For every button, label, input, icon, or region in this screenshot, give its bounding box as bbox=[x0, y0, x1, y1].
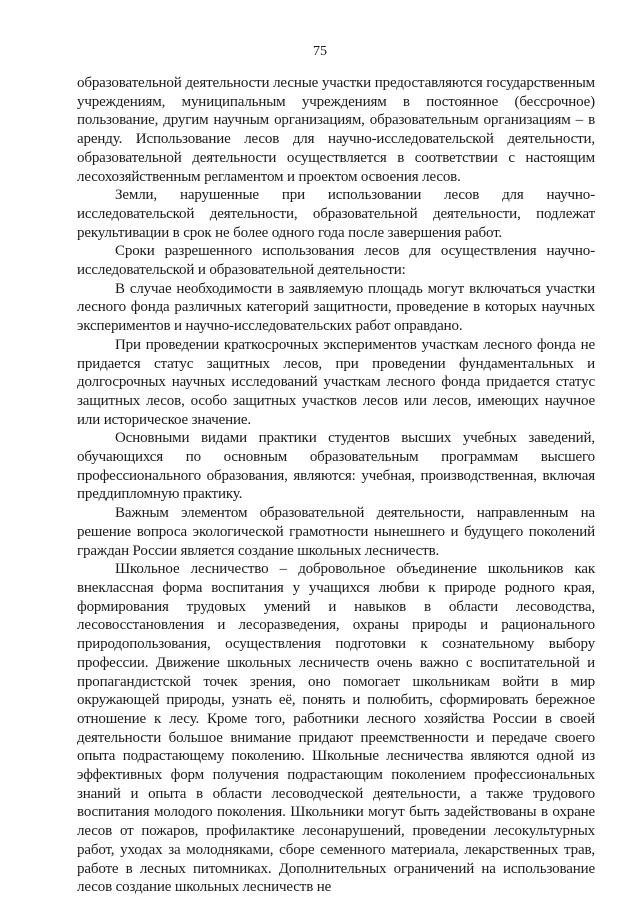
paragraph-school-forestry-intro: Важным элементом образовательной деятельности, направленным на решение вопроса экологической грамотности нынешнего и будущего поколений граждан России является создание школьных лесничеств. bbox=[77, 505, 595, 559]
paragraph-protection-categories: В случае необходимости в заявляемую площадь могут включаться участки лесного фонда различных категорий защитности, проведение в которых научных экспериментов и научно-исследовательских работ оправдано. bbox=[77, 280, 595, 335]
page-number: 75 bbox=[313, 44, 327, 59]
paragraph-short-term-experiments: При проведении краткосрочных экспериментов участкам лесного фонда не придается статус защитных лесов, при проведении фундаментальных и долгосрочных научных исследований участкам лесного фонда придается статус защитных лесов, особо защитных участков лесов или лесов, имеющих научное или историческое значение. bbox=[77, 336, 595, 428]
paragraph-continuation: образовательной деятельности лесные участки предоставляются государственным учреждениям, муниципальным учреждениям в постоянное (бессрочное) пользование, другим научным организациям, образовательным организациям – в аренду. Использование лесов для научно-исследовательской деятельности, образовательной деятельности осуществляется в соответствии с настоящим лесохозяйственным регламентом и проектом освоения лесов. bbox=[77, 75, 595, 185]
paragraph-school-forestry-definition: Школьное лесничество – добровольное объединение школьников как внеклассная форма воспитания у учащихся любви к природе родного края, формирования трудовых умений и навыков в области лесоводства, лесовосстановления и лесоразведения, охраны природы и рационального природопользования, осуществления подготовки к сознательному выбору профессии. Движение школьных лесничеств очень важно с воспитательной и пропагандистской точек зрения, оно помогает школьникам войти в мир окружающей природы, узнать её, понять и полюбить, сформировать бережное отношение к лесу. Кроме того, работники лесного хозяйства России в своей деятельности большое внимание придают преемственности и передаче своего опыта подрастающему поколению. Школьные лесничества являются одной из эффективных форм получения подрастающим поколением профессиональных знаний и опыта в области лесоводческой деятельности, а также трудового воспитания молодого поколения. Школьники могут быть задействованы в охране лесов от пожаров, профилактике лесонарушений, проведении лесокультурных работ, уходах за молодняками, сборе семенного материала, лекарственных трав, работе в лесных питомниках. Дополнительных ограничений на использование лесов создание школьных лесничеств не bbox=[77, 561, 595, 896]
paragraph-usage-terms: Сроки разрешенного использования лесов для осуществления научно-исследовательской и образовательной деятельности: bbox=[77, 243, 595, 279]
paragraph-student-practice: Основными видами практики студентов высших учебных заведений, обучающихся по основным образовательным программам высшего профессионального образования, являются: учебная, производственная, включая преддипломную практику. bbox=[77, 430, 595, 503]
document-body bbox=[77, 74, 595, 897]
paragraph-land-reclamation: Земли, нарушенные при использовании лесов для научно-исследовательской деятельности, образовательной деятельности, подлежат рекультивации в срок не более одного года после завершения работ. bbox=[77, 187, 595, 241]
